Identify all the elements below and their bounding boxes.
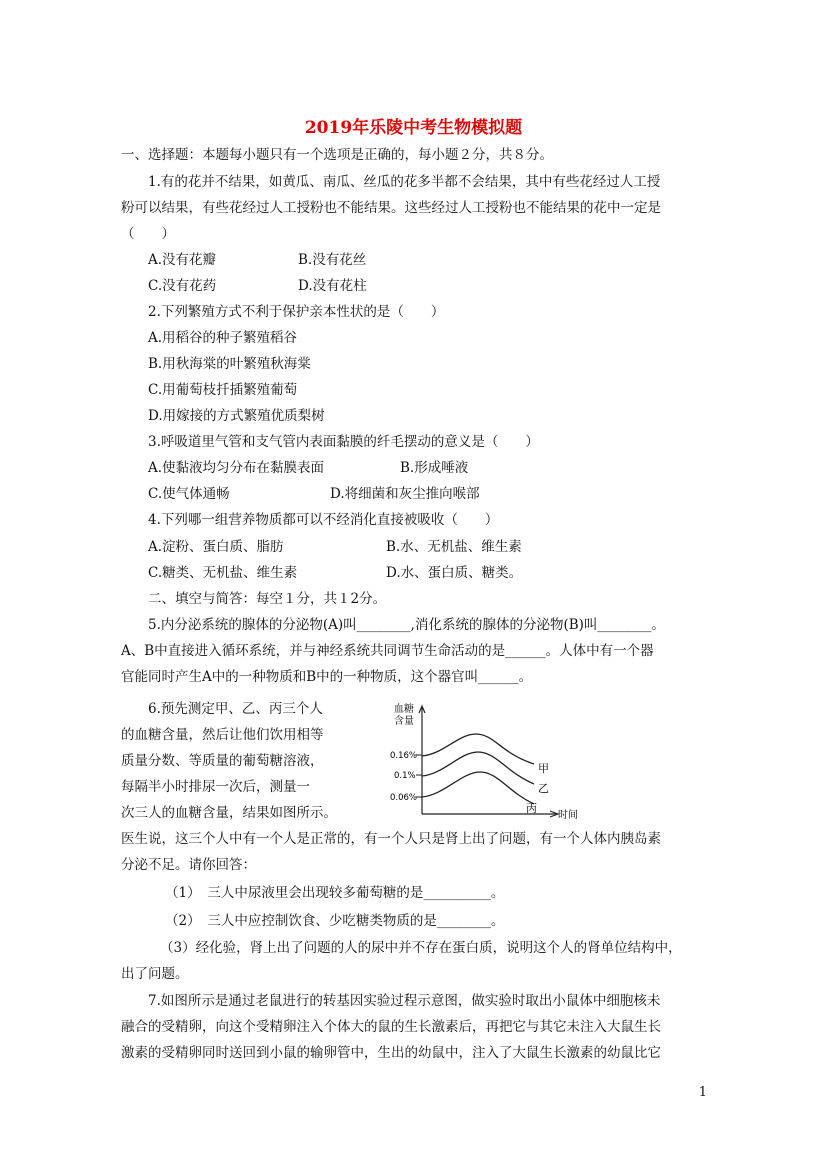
y-axis-label-2: 含量 <box>394 716 414 727</box>
option-4b: B.水、无机盐、维生素 <box>386 539 522 555</box>
question-6-line-4: 每隔半小时排尿一次后，测量一 <box>121 779 310 795</box>
question-7-line-2: 融合的受精卵，向这个受精卵注入个体大的鼠的生长激素后，再把它与其它未注入大鼠生长 <box>121 1019 661 1035</box>
series-label-jia: 甲 <box>538 762 549 775</box>
question-3: 3.呼吸道里气管和支气管内表面黏膜的纤毛摆动的意义是（ ） <box>148 434 539 450</box>
question-1-line-1: 1.有的花并不结果，如黄瓜、南瓜、丝瓜的花多半都不会结果，其中有些花经过人工授 <box>148 174 661 190</box>
blood-sugar-figure <box>384 700 584 822</box>
option-1a: A.没有花瓣 <box>148 252 217 268</box>
question-6-sub-3-cont: 出了问题。 <box>121 966 189 982</box>
question-6-sub-3: （3）经化验，肾上出了问题的人的尿中并不存在蛋白质，说明这个人的肾单位结构中， <box>160 940 682 956</box>
option-2c: C.用葡萄枝扦插繁殖葡萄 <box>148 382 298 398</box>
option-2d: D.用嫁接的方式繁殖优质梨树 <box>148 408 325 424</box>
option-4c: C.糖类、无机盐、维生素 <box>148 565 298 581</box>
option-2b: B.用秋海棠的叶繁殖秋海棠 <box>148 356 311 372</box>
question-6-line-5: 次三人的血糖含量，结果如图所示。 <box>121 805 337 821</box>
question-6-line-6: 医生说，这三个人中有一个人是正常的，有一个人只是肾上出了问题，有一个人体内胰岛素 <box>121 831 661 847</box>
question-6-line-2: 的血糖含量，然后让他们饮用相等 <box>121 727 324 743</box>
y-axis-label-1: 血糖 <box>394 704 414 715</box>
question-5-line-3: 官能同时产生A中的一种物质和B中的一种物质，这个器官叫______。 <box>121 669 533 685</box>
question-4: 4.下列哪一组营养物质都可以不经消化直接被吸收（ ） <box>148 512 499 528</box>
option-4d: D.水、蛋白质、糖类。 <box>386 565 523 581</box>
question-2: 2.下列繁殖方式不利于保护亲本性状的是（ ） <box>148 304 445 320</box>
question-6-line-1: 6.预先测定甲、乙、丙三个人 <box>148 701 323 717</box>
section-heading-1: 一、选择题：本题每小题只有一个选项是正确的，每小题２分，共８分。 <box>121 147 553 163</box>
section-heading-2: 二、填空与简答：每空１分，共１2分。 <box>148 591 387 607</box>
page-title: 2019年乐陵中考生物模拟题 <box>304 118 523 138</box>
option-1c: C.没有花药 <box>148 278 217 294</box>
series-label-bing: 丙 <box>526 802 537 815</box>
series-label-yi: 乙 <box>538 782 549 795</box>
question-1-line-3: （ ） <box>121 226 175 242</box>
option-1d: D.没有花柱 <box>298 278 367 294</box>
option-1b: B.没有花丝 <box>298 252 367 268</box>
page-number: 1 <box>698 1085 707 1100</box>
question-6-sub-1: （1） 三人中尿液里会出现较多葡萄糖的是__________。 <box>165 885 505 901</box>
curve-jia <box>422 734 534 764</box>
tick-label-01: 0.1% <box>394 771 416 781</box>
option-3a: A.使黏液均匀分布在黏膜表面 <box>148 460 325 476</box>
question-1-line-2: 粉可以结果，有些花经过人工授粉也不能结果。这些经过人工授粉也不能结果的花中一定是 <box>121 200 661 216</box>
option-4a: A.淀粉、蛋白质、脂肪 <box>148 539 284 555</box>
curve-bing <box>422 772 534 804</box>
option-2a: A.用稻谷的种子繁殖稻谷 <box>148 330 298 346</box>
question-5-line-1: 5.内分泌系统的腺体的分泌物(A)叫________,消化系统的腺体的分泌物(B)叫________。 <box>148 617 665 633</box>
question-6-sub-2: （2） 三人中应控制饮食、少吃糖类物质的是________。 <box>165 913 505 929</box>
option-3c: C.使气体通畅 <box>148 486 230 502</box>
option-3d: D.将细菌和灰尘推向喉部 <box>330 486 480 502</box>
question-5-line-2: A、B中直接进入循环系统，并与神经系统共同调节生命活动的是______。人体中有一个器 <box>121 643 654 659</box>
tick-label-016: 0.16% <box>390 751 418 761</box>
question-6-line-7: 分泌不足。请你回答： <box>121 857 256 873</box>
x-axis-label: 时间 <box>558 810 578 821</box>
question-7-line-3: 激素的受精卵同时送回到小鼠的输卵管中，生出的幼鼠中，注入了大鼠生长激素的幼鼠比它 <box>121 1045 661 1061</box>
option-3b: B.形成唾液 <box>400 460 469 476</box>
question-7-line-1: 7.如图所示是通过老鼠进行的转基因实验过程示意图，做实验时取出小鼠体中细胞核未 <box>148 993 661 1009</box>
tick-label-006: 0.06% <box>390 793 418 803</box>
question-6-line-3: 质量分数、等质量的葡萄糖溶液， <box>121 753 324 769</box>
